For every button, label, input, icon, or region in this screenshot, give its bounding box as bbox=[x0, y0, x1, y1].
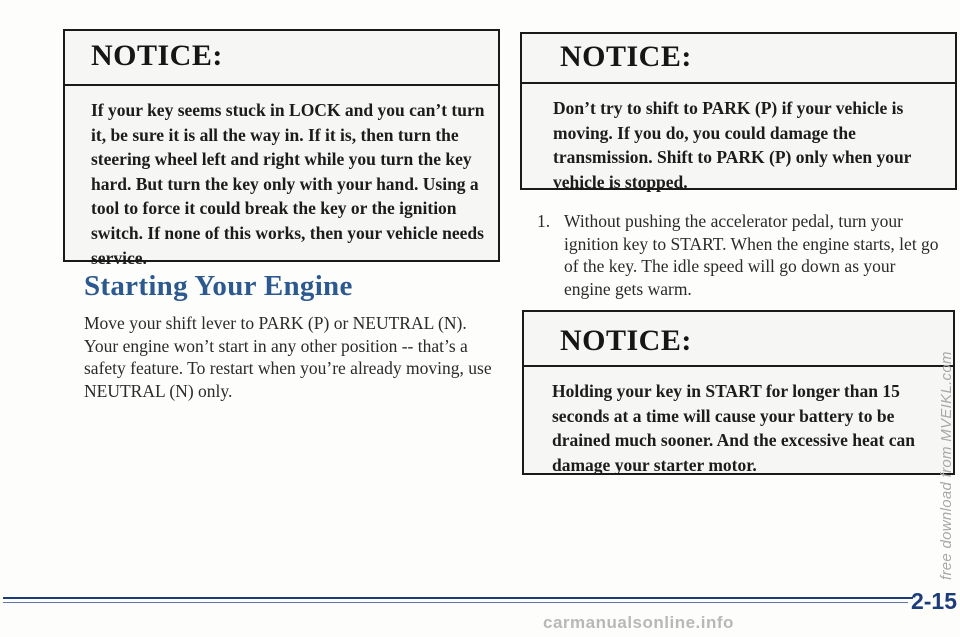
footer-rule-thin bbox=[3, 602, 908, 603]
notice-box-key-stuck bbox=[63, 29, 500, 268]
side-watermark: free download from MVEIKL.com bbox=[938, 351, 955, 580]
notice-text: Don’t try to shift to PARK (P) if your vehicle is moving. If you do, you could damage the transmission. Shift to PARK (P) only when your vehicle is stopped. bbox=[553, 98, 912, 192]
page-number: 2-15 bbox=[910, 588, 957, 614]
notice-text: If your key seems stuck in LOCK and you can’t turn it, be sure it is all the way in. If it is, then turn the steering wheel left and right while you turn the key hard. But turn the key only with your hand. Using a tool to force it could break the key or the ignition switch. If none of this works, then your vehicle needs service. bbox=[91, 100, 485, 268]
step-text: Without pushing the accelerator pedal, turn your ignition key to START. When the engine starts, let go of the key. The idle speed will go down as your engine gets warm. bbox=[564, 211, 939, 299]
intro-paragraph: Move your shift lever to PARK (P) or NEUTRAL (N). Your engine won’t start in any other position -- that’s a safety feature. To restart when you’re already moving, use NEUTRAL (N) only. bbox=[84, 313, 492, 401]
notice-text: Holding your key in START for longer than 15 seconds at a time will cause your battery to be drained much sooner. And the excessive heat can damage your starter motor. bbox=[552, 381, 915, 475]
notice-heading: NOTICE: bbox=[522, 34, 955, 84]
step-item bbox=[537, 210, 942, 300]
section-title: Starting Your Engine bbox=[84, 270, 353, 302]
notice-box-park-shift bbox=[520, 32, 957, 190]
notice-box-start-hold bbox=[522, 310, 955, 475]
notice-heading: NOTICE: bbox=[65, 31, 498, 86]
notice-heading: NOTICE: bbox=[524, 312, 953, 367]
step-number: 1. bbox=[537, 211, 551, 231]
bottom-watermark: carmanualsonline.info bbox=[543, 613, 734, 632]
footer-rule bbox=[3, 597, 913, 599]
